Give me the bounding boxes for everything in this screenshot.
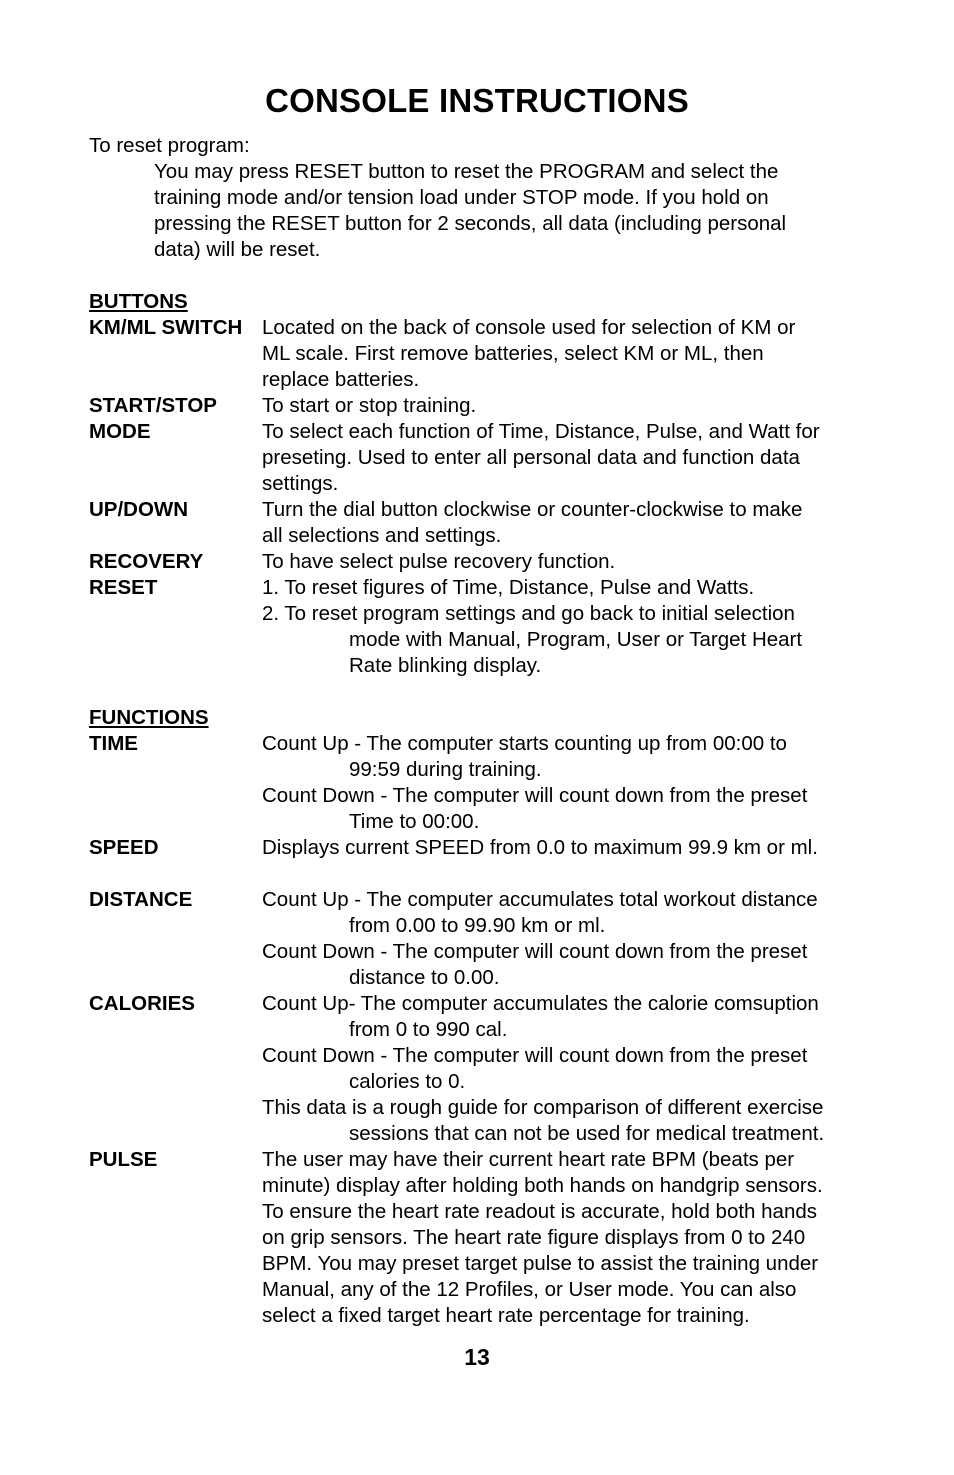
- time-desc-line: Count Up - The computer starts counting up from 00:00 to: [262, 732, 787, 755]
- term-reset: RESET: [89, 576, 158, 599]
- buttons-heading: BUTTONS: [89, 290, 188, 313]
- reset-desc-line: Rate blinking display.: [349, 654, 542, 677]
- up-down-desc-line: Turn the dial button clockwise or counter-clockwise to make: [262, 498, 803, 521]
- page-number: 13: [464, 1344, 490, 1370]
- pulse-desc-line: To ensure the heart rate readout is accurate, hold both hands: [262, 1200, 818, 1223]
- reset-intro-line: pressing the RESET button for 2 seconds, all data (including personal: [154, 212, 787, 235]
- start-stop-desc-line: To start or stop training.: [262, 394, 477, 417]
- reset-desc-line: 1. To reset figures of Time, Distance, Pulse and Watts.: [262, 576, 755, 599]
- calories-desc-line: sessions that can not be used for medical treatment.: [349, 1122, 825, 1145]
- distance-desc-line: distance to 0.00.: [349, 966, 500, 989]
- reset-intro-line: training mode and/or tension load under STOP mode. If you hold on: [154, 186, 769, 209]
- mode-desc-line: To select each function of Time, Distance, Pulse, and Watt for: [262, 420, 820, 443]
- reset-intro-line: data) will be reset.: [154, 238, 321, 261]
- term-calories: CALORIES: [89, 992, 195, 1015]
- km-ml-desc-line: Located on the back of console used for selection of KM or: [262, 316, 796, 339]
- reset-intro-heading: To reset program:: [89, 134, 250, 157]
- pulse-desc-line: Manual, any of the 12 Profiles, or User mode. You can also: [262, 1278, 797, 1301]
- distance-desc-line: Count Down - The computer will count down from the preset: [262, 940, 808, 963]
- speed-desc-line: Displays current SPEED from 0.0 to maximum 99.9 km or ml.: [262, 836, 818, 859]
- calories-desc-line: calories to 0.: [349, 1070, 466, 1093]
- km-ml-desc-line: replace batteries.: [262, 368, 420, 391]
- km-ml-desc-line: ML scale. First remove batteries, select KM or ML, then: [262, 342, 764, 365]
- reset-desc-line: mode with Manual, Program, User or Target Heart: [349, 628, 803, 651]
- term-up-down: UP/DOWN: [89, 498, 189, 521]
- time-desc-line: Count Down - The computer will count down from the preset: [262, 784, 808, 807]
- calories-desc-line: from 0 to 990 cal.: [349, 1018, 508, 1041]
- term-km-ml-switch: KM/ML SWITCH: [89, 316, 243, 339]
- time-desc-line: 99:59 during training.: [349, 758, 542, 781]
- time-desc-line: Time to 00:00.: [349, 810, 480, 833]
- pulse-desc-line: The user may have their current heart rate BPM (beats per: [262, 1148, 795, 1171]
- mode-desc-line: settings.: [262, 472, 339, 495]
- pulse-desc-line: select a fixed target heart rate percentage for training.: [262, 1304, 750, 1327]
- reset-intro-line: You may press RESET button to reset the PROGRAM and select the: [154, 160, 779, 183]
- term-recovery: RECOVERY: [89, 550, 204, 573]
- calories-desc-line: Count Up- The computer accumulates the calorie comsuption: [262, 992, 819, 1015]
- term-start-stop: START/STOP: [89, 394, 217, 417]
- functions-heading: FUNCTIONS: [89, 706, 209, 729]
- pulse-desc-line: minute) display after holding both hands on handgrip sensors.: [262, 1174, 823, 1197]
- page-title: CONSOLE INSTRUCTIONS: [265, 82, 689, 119]
- recovery-desc-line: To have select pulse recovery function.: [262, 550, 616, 573]
- term-mode: MODE: [89, 420, 151, 443]
- distance-desc-line: Count Up - The computer accumulates total workout distance: [262, 888, 818, 911]
- term-pulse: PULSE: [89, 1148, 158, 1171]
- term-speed: SPEED: [89, 836, 159, 859]
- calories-desc-line: This data is a rough guide for comparison of different exercise: [262, 1096, 824, 1119]
- pulse-desc-line: BPM. You may preset target pulse to assist the training under: [262, 1252, 819, 1275]
- up-down-desc-line: all selections and settings.: [262, 524, 502, 547]
- distance-desc-line: from 0.00 to 99.90 km or ml.: [349, 914, 606, 937]
- pulse-desc-line: on grip sensors. The heart rate figure displays from 0 to 240: [262, 1226, 806, 1249]
- reset-desc-line: 2. To reset program settings and go back to initial selection: [262, 602, 795, 625]
- term-time: TIME: [89, 732, 138, 755]
- mode-desc-line: preseting. Used to enter all personal data and function data: [262, 446, 800, 469]
- calories-desc-line: Count Down - The computer will count down from the preset: [262, 1044, 808, 1067]
- term-distance: DISTANCE: [89, 888, 193, 911]
